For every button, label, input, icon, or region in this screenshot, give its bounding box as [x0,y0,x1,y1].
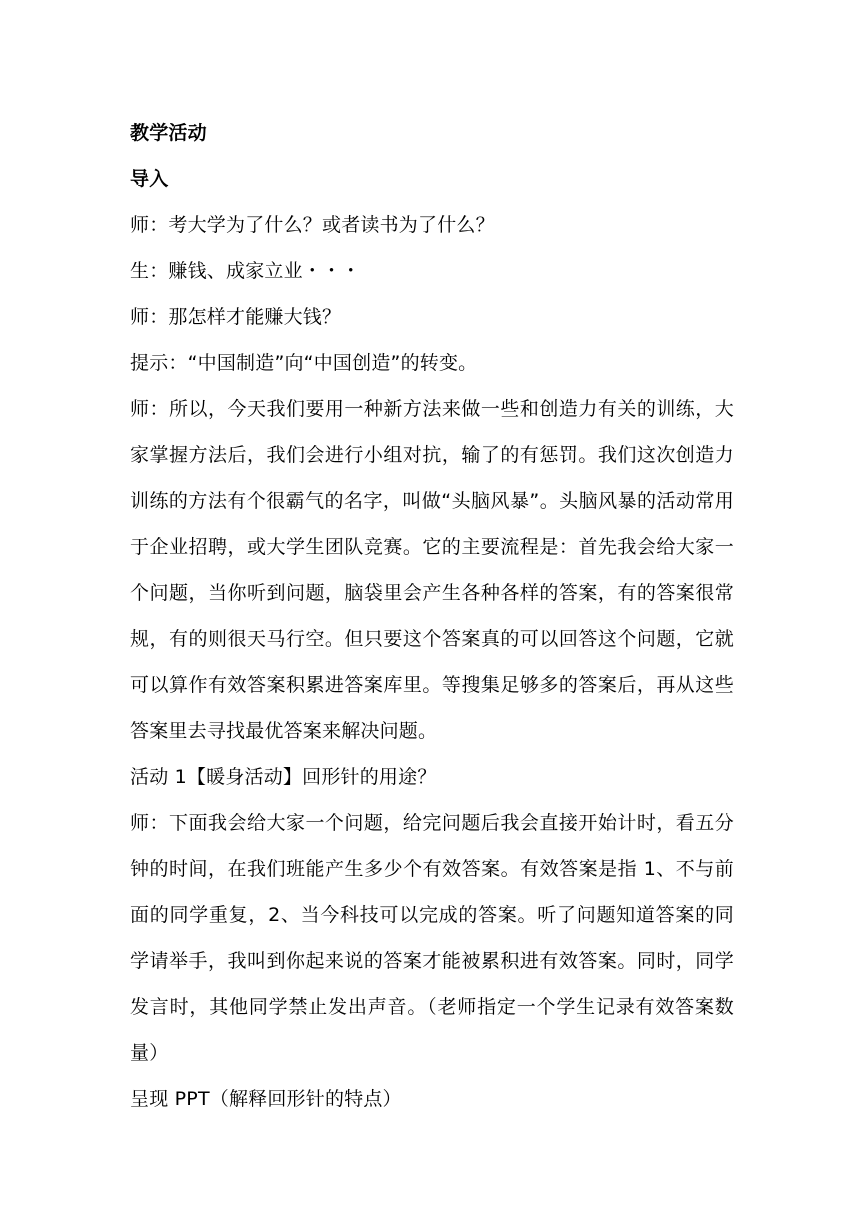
intro-heading: 导入 [130,168,169,190]
hint-line: 提示：“中国制造”向“中国创造”的转变。 [130,352,478,374]
present-ppt-line: 呈现 PPT（解释回形针的特点） [130,1088,402,1110]
dialogue-line-student-answer: 生：赚钱、成家立业・・・ [130,260,361,282]
document-body [130,110,734,1122]
activity-title: 活动 1【暖身活动】回形针的用途？ [130,766,437,788]
dialogue-line-teacher-followup: 师：那怎样才能赚大钱？ [130,306,342,328]
paragraph-activity-rules: 师：下面我会给大家一个问题，给完问题后我会直接开始计时，看五分钟的时间，在我们班能产生多少个有效答案。有效答案是指 1、不与前面的同学重复，2、当今科技可以完成的答案。听了问题知道答案的同学请举手，我叫到你起来说的答案才能被累积进有效答案。同时，同学发言时，其他同学禁止发出声音。（老师指定一个学生记录有效答案数量） [130,812,734,1064]
section-title: 教学活动 [130,122,207,144]
paragraph-brainstorm-intro: 师：所以，今天我们要用一种新方法来做一些和创造力有关的训练，大家掌握方法后，我们会进行小组对抗，输了的有惩罚。我们这次创造力训练的方法有个很霸气的名字，叫做“头脑风暴”。头脑风暴的活动常用于企业招聘，或大学生团队竞赛。它的主要流程是：首先我会给大家一个问题，当你听到问题，脑袋里会产生各种各样的答案，有的答案很常规，有的则很天马行空。但只要这个答案真的可以回答这个问题，它就可以算作有效答案积累进答案库里。等搜集足够多的答案后，再从这些答案里去寻找最优答案来解决问题。 [130,398,734,742]
dialogue-line-teacher-question: 师：考大学为了什么？或者读书为了什么？ [130,214,495,236]
